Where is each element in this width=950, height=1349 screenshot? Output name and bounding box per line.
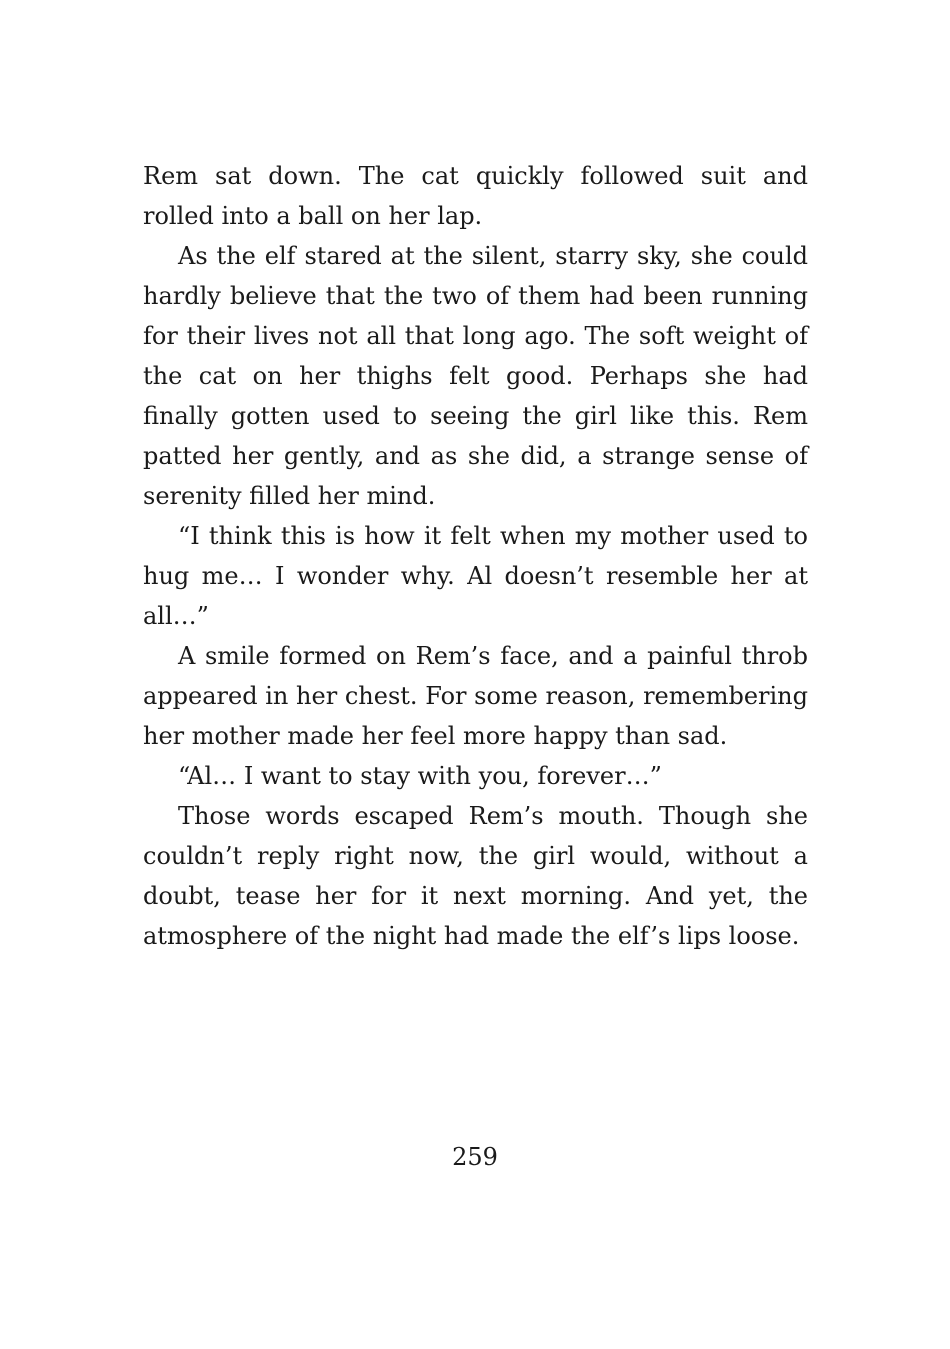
paragraph-5-dialogue: “Al… I want to stay with you, forever…” bbox=[178, 762, 662, 790]
paragraph-3-dialogue: “I think this is how it felt when my mother used to hug me… I wonder why. Al doesn’t resemble her at all…” bbox=[143, 522, 808, 630]
body-text bbox=[143, 156, 808, 956]
paragraph-1: Rem sat down. The cat quickly followed suit and rolled into a ball on her lap. bbox=[143, 162, 808, 230]
paragraph-6: Those words escaped Rem’s mouth. Though she couldn’t reply right now, the girl would, without a doubt, tease her for it next morning. And yet, the atmosphere of the night had made the elf’s lips loose. bbox=[143, 802, 808, 950]
page-number: 259 bbox=[452, 1143, 498, 1171]
paragraph-4: A smile formed on Rem’s face, and a painful throb appeared in her chest. For some reason, remembering her mother made her feel more happy than sad. bbox=[143, 642, 808, 750]
paragraph-2: As the elf stared at the silent, starry sky, she could hardly believe that the two of them had been running for their lives not all that long ago. The soft weight of the cat on her thighs felt good. Perhaps she had finally gotten used to seeing the girl like this. Rem patted her gently, and as she did, a strange sense of serenity filled her mind. bbox=[143, 242, 808, 510]
